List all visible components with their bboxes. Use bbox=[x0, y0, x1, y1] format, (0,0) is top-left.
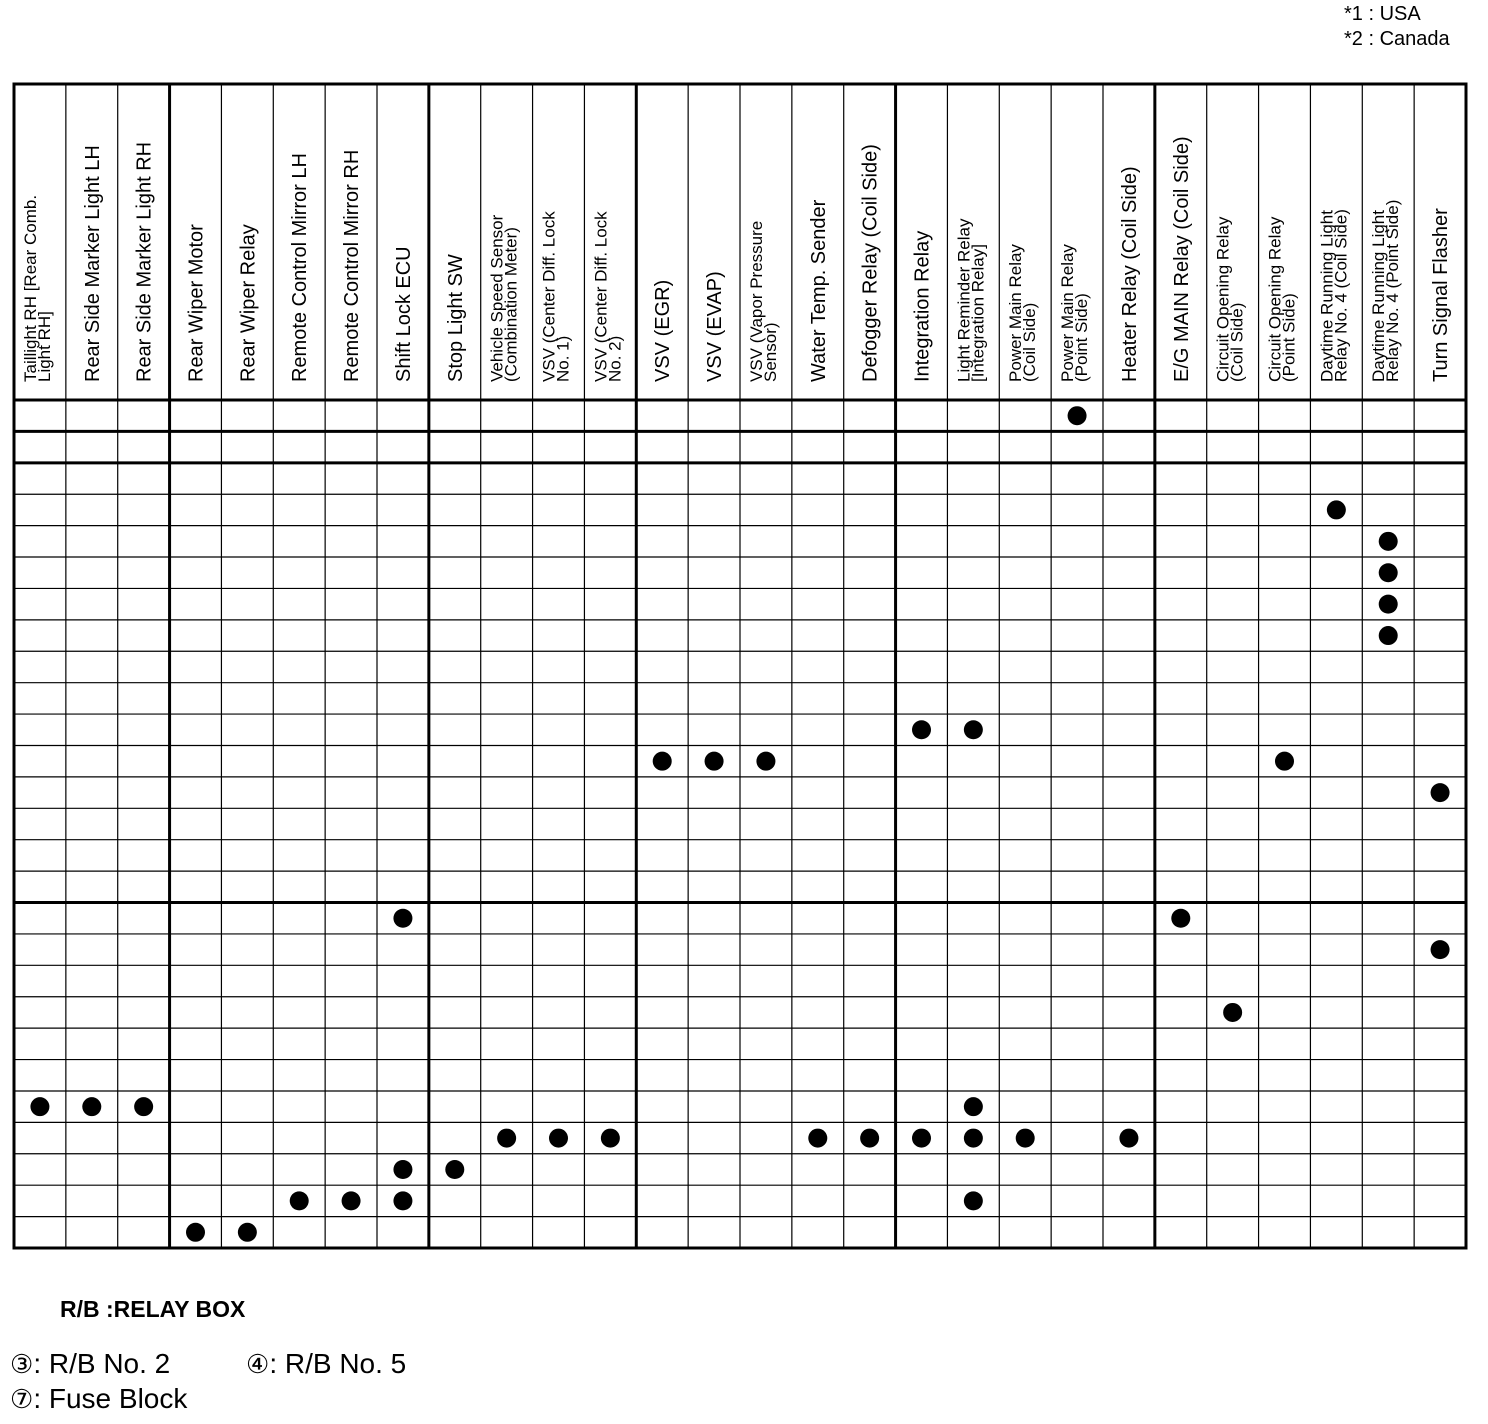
connection-dot bbox=[290, 1191, 309, 1210]
connection-dot bbox=[186, 1223, 205, 1242]
column-header-17-line-0: Integration Relay bbox=[911, 230, 934, 382]
connection-dot bbox=[445, 1160, 464, 1179]
column-header-0-line-1: Light RH] bbox=[34, 311, 54, 382]
column-header-27-line-0: Turn Signal Flasher bbox=[1430, 208, 1453, 382]
connection-dot bbox=[30, 1097, 49, 1116]
connection-dot bbox=[1379, 532, 1398, 551]
column-header-7-line-0: Shift Lock ECU bbox=[392, 246, 415, 382]
column-header-15-line-0: Water Temp. Sender bbox=[807, 199, 830, 382]
legend-item-rb-no5 bbox=[246, 1348, 406, 1380]
connection-dot bbox=[134, 1097, 153, 1116]
column-header-9-line-0: Vehicle Speed Sensor bbox=[487, 214, 507, 382]
column-header-20-line-0: Power Main Relay bbox=[1058, 244, 1078, 382]
column-header-14-line-1: Sensor) bbox=[760, 322, 780, 382]
legend-rb-no2-text: : R/B No. 2 bbox=[33, 1348, 171, 1379]
footnote-usa: *1 : USA bbox=[1344, 3, 1421, 25]
connection-dot bbox=[808, 1129, 827, 1148]
connection-dot bbox=[497, 1129, 516, 1148]
connection-dot bbox=[964, 1097, 983, 1116]
circled-4-marker: ④ bbox=[246, 1349, 270, 1379]
connection-dot bbox=[912, 1129, 931, 1148]
column-header-20-line-1: (Point Side) bbox=[1072, 293, 1092, 382]
column-header-5-line-0: Remote Control Mirror LH bbox=[289, 153, 312, 382]
connection-dot bbox=[1431, 783, 1450, 802]
legend-item-rb-no2 bbox=[10, 1348, 170, 1380]
connection-dot bbox=[82, 1097, 101, 1116]
connection-dot bbox=[549, 1129, 568, 1148]
connection-dot bbox=[653, 752, 672, 771]
connection-dot bbox=[1068, 406, 1087, 425]
column-header-19-line-1: (Coil Side) bbox=[1020, 302, 1040, 382]
connection-dot bbox=[1275, 752, 1294, 771]
connection-dot bbox=[1223, 1003, 1242, 1022]
column-header-1-line-0: Rear Side Marker Light LH bbox=[81, 145, 104, 382]
circled-3-marker: ③ bbox=[10, 1349, 34, 1379]
column-header-19-line-0: Power Main Relay bbox=[1006, 244, 1026, 382]
connection-dot bbox=[238, 1223, 257, 1242]
connection-dot bbox=[342, 1191, 361, 1210]
column-header-9-line-1: (Combination Meter) bbox=[501, 227, 521, 382]
connection-dot bbox=[860, 1129, 879, 1148]
connection-dot bbox=[1379, 626, 1398, 645]
column-header-11-line-1: No. 2) bbox=[605, 335, 625, 382]
column-header-11-line-0: VSV (Center Diff. Lock bbox=[591, 211, 611, 382]
column-header-10-line-1: No. 1) bbox=[553, 335, 573, 382]
column-header-26-line-1: Relay No. 4 (Point Side) bbox=[1383, 199, 1403, 382]
column-header-3-line-0: Rear Wiper Motor bbox=[185, 224, 208, 382]
column-header-25-line-1: Relay No. 4 (Coil Side) bbox=[1331, 209, 1351, 382]
connection-dot bbox=[912, 720, 931, 739]
connection-dot bbox=[393, 1191, 412, 1210]
column-header-8-line-0: Stop Light SW bbox=[444, 254, 467, 382]
legend-item-fuse-block bbox=[10, 1383, 187, 1415]
connection-dot bbox=[1119, 1129, 1138, 1148]
column-header-4-line-0: Rear Wiper Relay bbox=[237, 224, 260, 382]
column-header-6-line-0: Remote Control Mirror RH bbox=[341, 149, 364, 382]
connection-dot bbox=[705, 752, 724, 771]
column-header-18-line-0: Light Reminder Relay bbox=[954, 218, 974, 382]
column-header-0-line-0: Taillight RH [Rear Comb. bbox=[20, 194, 40, 382]
circled-7-marker: ⑦ bbox=[10, 1384, 34, 1414]
connection-dot bbox=[1379, 595, 1398, 614]
connection-dot bbox=[393, 1160, 412, 1179]
column-header-10-line-0: VSV (Center Diff. Lock bbox=[539, 211, 559, 382]
connection-dot bbox=[964, 720, 983, 739]
connection-dot bbox=[964, 1129, 983, 1148]
column-header-23-line-1: (Coil Side) bbox=[1227, 302, 1247, 382]
column-header-24-line-1: (Point Side) bbox=[1279, 293, 1299, 382]
connection-dot bbox=[1016, 1129, 1035, 1148]
connection-dot bbox=[601, 1129, 620, 1148]
footnote-canada: *2 : Canada bbox=[1344, 28, 1450, 50]
column-header-14-line-0: VSV (Vapor Pressure bbox=[746, 220, 766, 382]
connection-dot bbox=[1327, 500, 1346, 519]
column-header-25-line-0: Daytime Running Light bbox=[1317, 210, 1337, 382]
column-header-24-line-0: Circuit Opening Relay bbox=[1265, 216, 1285, 382]
column-header-16-line-0: Defogger Relay (Coil Side) bbox=[859, 144, 882, 382]
column-header-18-line-1: [Integration Relay] bbox=[968, 244, 988, 382]
connection-dot bbox=[1171, 909, 1190, 928]
connection-dot bbox=[964, 1191, 983, 1210]
connection-dot bbox=[393, 909, 412, 928]
connection-dot bbox=[1379, 563, 1398, 582]
column-header-2-line-0: Rear Side Marker Light RH bbox=[133, 141, 156, 382]
legend-fuse-block-text: : Fuse Block bbox=[33, 1383, 188, 1414]
connection-dot bbox=[1431, 940, 1450, 959]
connection-dot bbox=[756, 752, 775, 771]
column-header-12-line-0: VSV (EGR) bbox=[652, 279, 675, 382]
column-header-23-line-0: Circuit Opening Relay bbox=[1213, 216, 1233, 382]
legend-title: R/B :RELAY BOX bbox=[60, 1296, 246, 1322]
column-header-13-line-0: VSV (EVAP) bbox=[704, 271, 727, 382]
column-header-21-line-0: Heater Relay (Coil Side) bbox=[1118, 166, 1141, 382]
column-header-26-line-0: Daytime Running Light bbox=[1369, 210, 1389, 382]
legend-rb-no5-text: : R/B No. 5 bbox=[269, 1348, 407, 1379]
column-header-22-line-0: E/G MAIN Relay (Coil Side) bbox=[1170, 136, 1193, 382]
